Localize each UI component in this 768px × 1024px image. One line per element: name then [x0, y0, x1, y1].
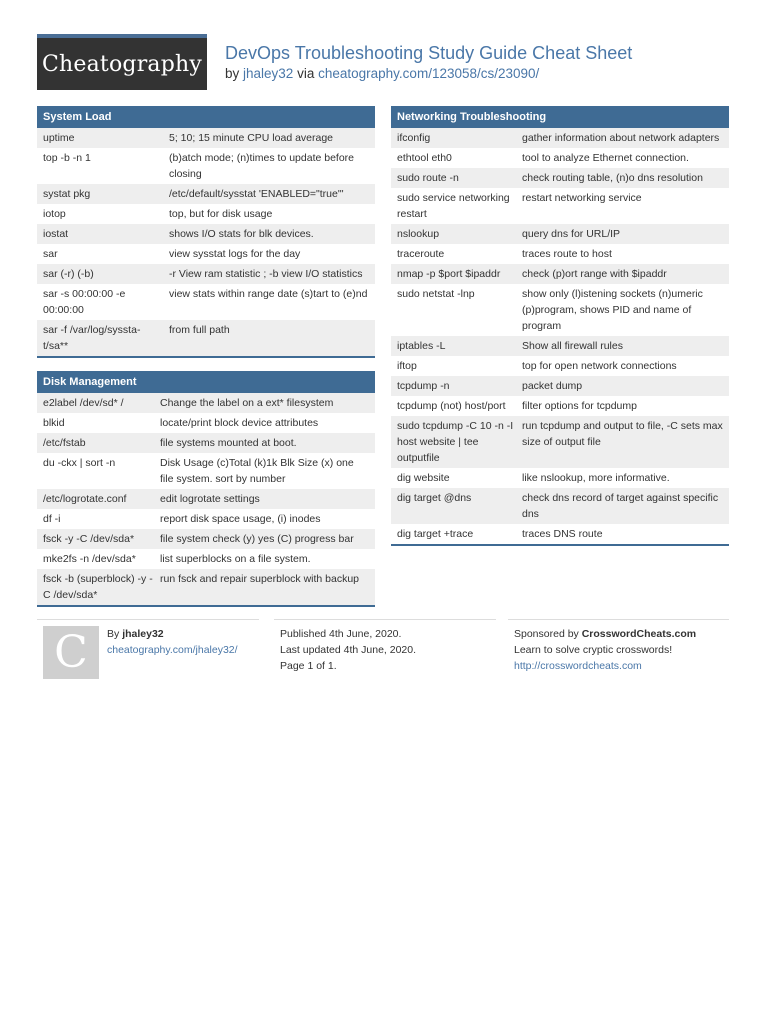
description-cell: check (p)ort range with $ipaddr	[522, 268, 667, 280]
section-system-load	[37, 106, 375, 358]
command-cell: nmap -p $port $ipaddr	[397, 268, 501, 280]
description-cell: traces route to host	[522, 248, 612, 260]
sponsor-link[interactable]: http://crosswordcheats.com	[514, 660, 642, 672]
description-cell: like nslookup, more informative.	[522, 472, 670, 484]
published-date: Published 4th June, 2020.	[280, 628, 402, 640]
table-row	[37, 224, 375, 244]
table-row	[37, 569, 375, 605]
table-row	[37, 244, 375, 264]
command-cell: df -i	[43, 513, 61, 525]
section-networking-troubleshooting	[391, 106, 729, 546]
description-cell: Disk Usage (c)Total (k)1k Blk Size (x) one file system. sort by number	[160, 457, 354, 485]
command-cell: fsck -b (superblock) -y -C /dev/sda*	[43, 573, 153, 601]
command-cell: sudo tcpdump -C 10 -n -I host website | tee outputfile	[397, 420, 514, 464]
table-row	[37, 413, 375, 433]
command-cell: du -ckx | sort -n	[43, 457, 116, 469]
description-cell: /etc/default/sysstat 'ENABLED="true"'	[169, 188, 344, 200]
description-cell: query dns for URL/IP	[522, 228, 621, 240]
table-row	[391, 524, 729, 544]
table-row	[391, 468, 729, 488]
description-cell: restart networking service	[522, 192, 642, 204]
command-cell: sudo route -n	[397, 172, 459, 184]
description-cell: shows I/O stats for blk devices.	[169, 228, 314, 240]
via-label: via	[297, 66, 315, 81]
description-cell: check routing table, (n)o dns resolution	[522, 172, 703, 184]
command-cell: iftop	[397, 360, 417, 372]
description-cell: traces DNS route	[522, 528, 603, 540]
command-cell: tcpdump (not) host/port	[397, 400, 506, 412]
section-title: Disk Management	[37, 371, 375, 393]
description-cell: gather information about network adapters	[522, 132, 720, 144]
description-cell: run fsck and repair superblock with backup	[160, 573, 360, 585]
table-row	[37, 489, 375, 509]
table-row	[391, 488, 729, 524]
section-disk-management	[37, 371, 375, 607]
table-row	[37, 284, 375, 320]
footer-dates	[274, 619, 496, 683]
description-cell: locate/print block device attributes	[160, 417, 319, 429]
table-row	[37, 264, 375, 284]
command-cell: sudo netstat -lnp	[397, 288, 475, 300]
description-cell: list superblocks on a file system.	[160, 553, 311, 565]
description-cell: check dns record of target against specific dns	[522, 492, 719, 520]
description-cell: packet dump	[522, 380, 583, 392]
section-title: Networking Troubleshooting	[391, 106, 729, 128]
table-row	[391, 148, 729, 168]
description-cell: Show all firewall rules	[522, 340, 623, 352]
cheatography-logo[interactable]: Cheatography	[37, 34, 207, 90]
command-cell: tcpdump -n	[397, 380, 450, 392]
section-title: System Load	[37, 106, 375, 128]
description-cell: top for open network connections	[522, 360, 677, 372]
table-row	[391, 284, 729, 336]
updated-date: Last updated 4th June, 2020.	[280, 644, 417, 656]
description-cell: (b)atch mode; (n)times to update before closing	[169, 152, 355, 180]
command-cell: fsck -y -C /dev/sda*	[43, 533, 135, 545]
command-cell: sudo service networking restart	[397, 192, 510, 220]
table-row	[37, 453, 375, 489]
page-count: Page 1 of 1.	[280, 660, 337, 672]
table-row	[391, 128, 729, 148]
description-cell: file system check (y) yes (C) progress bar	[160, 533, 354, 545]
description-cell: Change the label on a ext* filesystem	[160, 397, 334, 409]
table-row	[37, 204, 375, 224]
command-cell: sar	[43, 248, 58, 260]
command-cell: iptables -L	[397, 340, 446, 352]
footer-by-label: By	[107, 628, 120, 640]
table-row	[37, 549, 375, 569]
description-cell: file systems mounted at boot.	[160, 437, 297, 449]
command-cell: sar (-r) (-b)	[43, 268, 94, 280]
page-footer	[37, 619, 729, 683]
page-title: DevOps Troubleshooting Study Guide Cheat Sheet	[225, 43, 633, 63]
table-row	[37, 433, 375, 453]
table-row	[391, 336, 729, 356]
description-cell: view sysstat logs for the day	[169, 248, 301, 260]
table-row	[37, 393, 375, 413]
table-row	[391, 244, 729, 264]
byline	[225, 66, 539, 81]
command-cell: dig website	[397, 472, 450, 484]
command-cell: sar -f /var/log/syssta-t/sa**	[43, 324, 141, 352]
table-row	[391, 396, 729, 416]
command-cell: ethtool eth0	[397, 152, 452, 164]
table-row	[37, 529, 375, 549]
command-cell: iostat	[43, 228, 69, 240]
description-cell: filter options for tcpdump	[522, 400, 637, 412]
footer-author-link[interactable]: cheatography.com/jhaley32/	[107, 644, 238, 656]
description-cell: 5; 10; 15 minute CPU load average	[169, 132, 334, 144]
sheet-url-link[interactable]: cheatography.com/123058/cs/23090/	[318, 66, 540, 81]
command-cell: blkid	[43, 417, 65, 429]
sponsor-name: CrosswordCheats.com	[581, 628, 697, 640]
command-cell: /etc/fstab	[43, 437, 86, 449]
command-cell: nslookup	[397, 228, 440, 240]
command-cell: dig target @dns	[397, 492, 472, 504]
author-link[interactable]: jhaley32	[243, 66, 294, 81]
table-row	[37, 148, 375, 184]
command-cell: uptime	[43, 132, 75, 144]
command-cell: sar -s 00:00:00 -e 00:00:00	[43, 288, 126, 316]
footer-author	[37, 619, 259, 683]
table-row	[391, 188, 729, 224]
footer-author-name: jhaley32	[122, 628, 164, 640]
sponsor-tagline: Learn to solve cryptic crosswords!	[514, 644, 673, 656]
avatar: C	[43, 626, 99, 679]
by-label: by	[225, 66, 240, 81]
description-cell: -r View ram statistic ; -b view I/O statistics	[169, 268, 363, 280]
table-row	[37, 128, 375, 148]
description-cell: run tcpdump and output to file, -C sets max size of output file	[522, 420, 723, 448]
description-cell: top, but for disk usage	[169, 208, 273, 220]
description-cell: show only (l)istening sockets (n)umeric (p)program, shows PID and name of program	[522, 288, 703, 332]
command-cell: mke2fs -n /dev/sda*	[43, 553, 136, 565]
footer-sponsor	[508, 619, 729, 683]
page-header	[37, 34, 729, 90]
command-cell: iotop	[43, 208, 66, 220]
command-cell: e2label /dev/sd* /	[43, 397, 124, 409]
description-cell: tool to analyze Ethernet connection.	[522, 152, 689, 164]
sponsored-label: Sponsored by	[514, 628, 579, 640]
command-cell: ifconfig	[397, 132, 431, 144]
table-row	[37, 320, 375, 356]
command-cell: top -b -n 1	[43, 152, 91, 164]
table-row	[391, 224, 729, 244]
table-row	[391, 416, 729, 468]
description-cell: view stats within range date (s)tart to (e)nd	[169, 288, 368, 300]
table-row	[391, 168, 729, 188]
description-cell: from full path	[169, 324, 230, 336]
command-cell: dig target +trace	[397, 528, 474, 540]
table-row	[37, 184, 375, 204]
description-cell: report disk space usage, (i) inodes	[160, 513, 321, 525]
description-cell: edit logrotate settings	[160, 493, 260, 505]
command-cell: systat pkg	[43, 188, 91, 200]
table-row	[391, 376, 729, 396]
command-cell: /etc/logrotate.conf	[43, 493, 127, 505]
command-cell: traceroute	[397, 248, 445, 260]
table-row	[391, 264, 729, 284]
table-row	[391, 356, 729, 376]
table-row	[37, 509, 375, 529]
